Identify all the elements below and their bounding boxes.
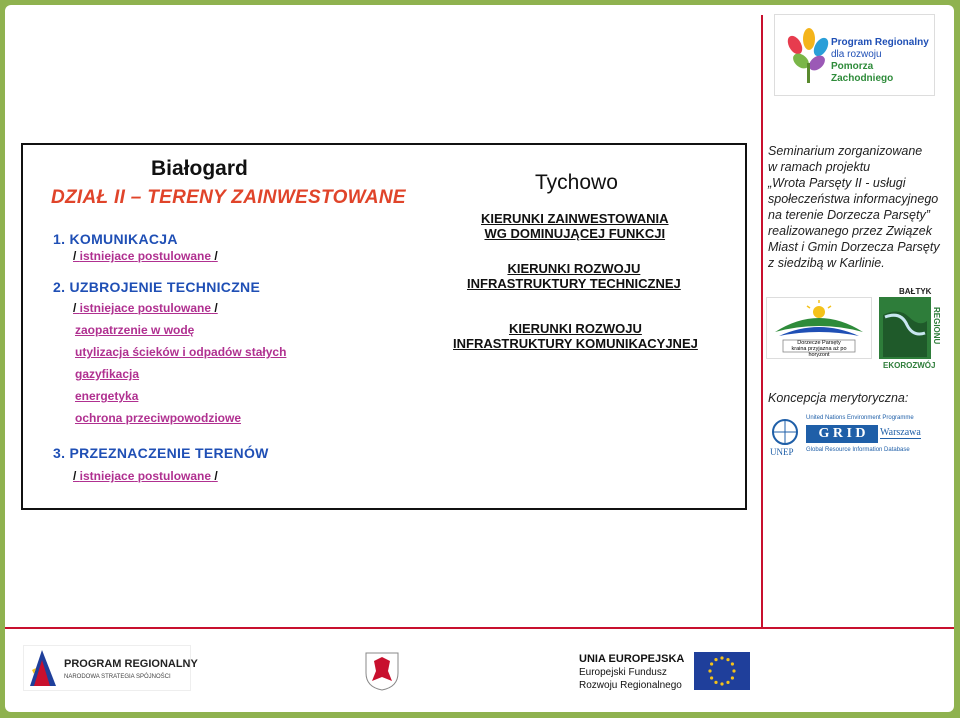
sub-uzbrojenie: / istniejace postulowane /: [73, 301, 218, 315]
item-energetyka: energetyka: [75, 389, 139, 403]
koncepcja-label: Koncepcja merytoryczna:: [768, 391, 909, 405]
section-heading: DZIAŁ II – TERENY ZAINWESTOWANE: [51, 187, 406, 208]
coat-of-arms-icon: [364, 651, 400, 691]
vertical-divider: [761, 15, 763, 627]
eu-fund-text: UNIA EUROPEJSKA Europejski Fundusz Rozwoju Regionalnego: [579, 653, 685, 691]
sub-komunikacja: / istniejace postulowane /: [73, 249, 218, 263]
item-gazyfikacja: gazyfikacja: [75, 367, 140, 381]
ekorozwoj-logo: BAŁTYK REGIONU EKOROZWÓJ: [879, 287, 941, 371]
program-regionalny-nss-logo: PROGRAM REGIONALNY NARODOWA STRATEGIA SPÓJNOŚCI: [23, 645, 191, 691]
program-regionalny-logo: Program Regionalny dla rozwoju Pomorza Zachodniego: [774, 14, 935, 96]
item-ochrona: ochrona przeciwpowodziowe: [75, 411, 242, 425]
nss-star-icon: [26, 648, 60, 688]
unep-grid-logo: UNEP United Nations Environment Programme G R I D Warszawa Global Resource Information Database: [768, 415, 938, 459]
kierunki-zainwestowania: KIERUNKI ZAINWESTOWANIA WG DOMINUJĄCEJ FUNKCJI: [481, 211, 669, 241]
sec-przeznaczenie: 3. PRZEZNACZENIE TERENÓW: [53, 445, 269, 461]
city-tychowo: Tychowo: [535, 171, 618, 194]
city-bialogard: Białogard: [151, 157, 248, 180]
sub-przeznaczenie: / istniejace postulowane /: [73, 469, 218, 483]
plan-figure: [21, 143, 747, 510]
colorful-leaves-icon: [781, 25, 831, 85]
unep-globe-icon: [768, 417, 802, 447]
sec-komunikacja: 1. KOMUNIKACJA: [53, 231, 178, 247]
item-utylizacja: utylizacja ścieków i odpadów stałych: [75, 345, 287, 359]
seminar-description: Seminarium zorganizowane w ramach projektu „Wrota Parsęty II - usługi społeczeństwa informacyjnego na terenie Dorzecza Parsęty” realizowanego przez Związek Miast i Gmin Dorzecza Parsęty z siedzibą w Karlinie.: [768, 144, 940, 270]
item-zaopatrzenie: zaopatrzenie w wodę: [75, 323, 195, 337]
region-map-icon: [879, 297, 931, 359]
dorzecze-parsety-logo: Dorzecze Parsęty kraina przyjazna aż po horyzont: [766, 297, 872, 359]
kierunki-techniczne: KIERUNKI ROZWOJU INFRASTRUKTURY TECHNICZNEJ: [467, 261, 681, 291]
kierunki-komunikacyjne: KIERUNKI ROZWOJU INFRASTRUKTURY KOMUNIKACYJNEJ: [453, 321, 698, 351]
sec-uzbrojenie: 2. UZBROJENIE TECHNICZNE: [53, 279, 261, 295]
slide: [5, 5, 954, 712]
eu-flag-icon: [694, 652, 750, 690]
footer-divider: [5, 627, 954, 629]
